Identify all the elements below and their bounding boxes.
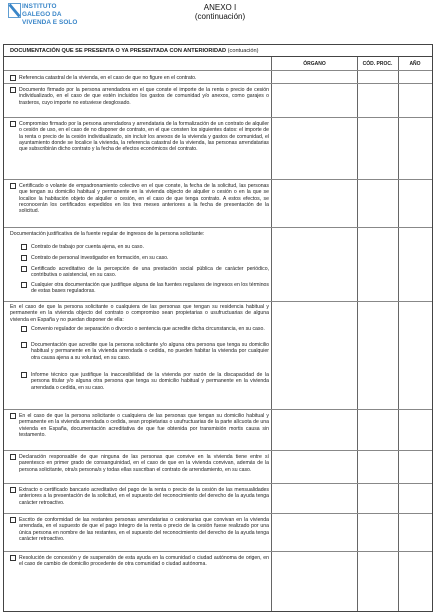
column-header-ano: AÑO: [409, 61, 421, 67]
group-heading: Documentación justificativa de la fuente regular de ingresos de la persona solicitante:: [10, 231, 205, 237]
item-text: Compromiso firmado por la persona arrendadora y arrendataria de la formalización de un contrato de alquiler o cesión de uso, en el caso de no disponer de contrato, en el que consten los siguientes datos: el importe de la renta o precio de la cesión individualizado, sin incluir los anexos de la vivienda y gastos de comunidad, el ayuntamiento donde se localice la vivienda, la referencia catastral de la vivienda, las personas arrendatarias que subscribirán dicho contrato y la fecha de efectos económicos del contrato.: [19, 121, 269, 152]
document-group-fuente-regular: [4, 227, 432, 307]
checkbox-mortis-causa[interactable]: [10, 413, 16, 419]
checkbox-cualquier-otra[interactable]: [21, 282, 27, 288]
document-row: [4, 551, 432, 612]
logo-line: VIVENDA E SOLO: [22, 19, 78, 26]
form-title-text: DOCUMENTACIÓN QUE SE PRESENTA O YA PRESENTADA CON ANTERIORIDAD: [10, 48, 227, 54]
item-text: Referencia catastral de la vivienda, en el caso de que no figure en el contrato.: [19, 75, 197, 81]
item-text: En el caso de que la persona solicitante o cualquiera de las personas que tengan su domicilio habitual y permanente en la vivienda arrendada o cedida, sean propietarias o usufructuarias de la parte alícuota de una vivienda en España, documentación acreditativa de que fue obtenida por transmisión mortis causa sin testamento.: [19, 413, 269, 438]
checkbox-contrato-investigador[interactable]: [21, 255, 27, 261]
checkbox-convenio[interactable]: [21, 326, 27, 332]
form-title-continuation: (contuación): [227, 48, 259, 54]
logo-text: [22, 3, 94, 27]
document-row: [4, 70, 432, 83]
item-text: Cualquier otra documentación que justifique alguna de las fuentes regulares de ingresos en los términos de estas bases reguladoras.: [31, 282, 269, 295]
annex-heading: [160, 3, 280, 21]
group-heading: En el caso de que la persona solicitante o cualquiera de las personas que tengan su residencia habitual y permanente en la vivienda objecto del contrato o compromiso sean propietarias o usufructuarias de alguna vivienda en España y no puedan disponer de ella:: [10, 304, 269, 323]
annex-subtitle: (continuación): [194, 12, 246, 21]
checkbox-certificado-prestacion[interactable]: [21, 266, 27, 272]
checkbox-extracto-bancario[interactable]: [10, 487, 16, 493]
document-row: [4, 83, 432, 117]
document-row: [4, 450, 432, 483]
item-text: Informe técnico que justifique la inaccesibilidad de la vivienda por razón de la discapacidad de la persona titular y/o alguna otra persona que tenga su domicilio habitual y permanente en la vivienda arrendada o cedida, en su caso.: [31, 372, 269, 391]
item-text: Contrato de personal investigador en formación, en su caso.: [31, 255, 169, 261]
checkbox-declaracion-responsable[interactable]: [10, 454, 16, 460]
annex-title: ANEXO I: [203, 3, 237, 12]
document-row: [4, 513, 432, 551]
checkbox-documentacion-acredite[interactable]: [21, 342, 27, 348]
item-text: Convenio regulador de separación o divorcio o sentencia que acredite dicha circunstancia, en su caso.: [31, 326, 265, 332]
logo-line: GALEGO DA: [22, 11, 62, 18]
galicia-flag-icon: [8, 3, 21, 18]
item-text: Declaración responsable de que ninguna de las personas que convive en la vivienda tiene entre sí parentesco en primer grado de consanguinidad, en el caso de que en la vivienda convivan, además de la persona solicitante, otra/s persona/s y todas ellas suscriban el contrato de arrendamiento, en su caso.: [19, 454, 269, 473]
item-text: Resolución de concesión y de suspensión de esta ayuda en la comunidad o ciudad autónoma de origen, en el caso de cambio de domicilio procedente de otra comunidad o ciudad autónoma.: [19, 555, 269, 568]
checkbox-documento-firmado[interactable]: [10, 87, 16, 93]
form-title: [4, 45, 432, 57]
checkbox-resolucion[interactable]: [10, 555, 16, 561]
item-text: Documentación que acredite que la persona solicitante y/o alguna otra persona que tenga su domicilio habitual y permanente en la vivienda arrendada o cedida, no pueden habitar la vivienda por cualquier otra causa ajena a su voluntad, en su caso.: [31, 342, 269, 361]
column-header-organo: ÓRGANO: [303, 61, 326, 67]
checkbox-compromiso[interactable]: [10, 121, 16, 127]
document-row: [4, 409, 432, 450]
institute-logo: [8, 3, 86, 41]
checkbox-contrato-trabajo[interactable]: [21, 244, 27, 250]
checkbox-referencia[interactable]: [10, 75, 16, 81]
logo-line: INSTITUTO: [22, 3, 57, 10]
item-text: Contrato de trabajo por cuenta ajena, en su caso.: [31, 244, 144, 250]
checkbox-escrito-conformidad[interactable]: [10, 517, 16, 523]
checkbox-informe-tecnico[interactable]: [21, 372, 27, 378]
page-header: [0, 0, 439, 40]
document-row: [4, 483, 432, 513]
item-text: Certificado acreditativo de la percepción de una prestación social pública de carácter periódico, contributiva o asistencial, en su caso.: [31, 266, 269, 279]
column-header-cod-proc: CÓD. PROC.: [362, 61, 393, 67]
column-headers: [4, 57, 432, 70]
document-row: [4, 117, 432, 179]
checkbox-certificado-empadronamiento[interactable]: [10, 183, 16, 189]
item-text: Escrito de conformidad de las restantes personas arrendatarias o cesionarias que convivan en la vivienda arrendada, en el supuesto de que el pago íntegro de la renta o precio de la cesión fuese realizado por una única persona en nombre de las restantes, en el supuesto del reconocimiento del derecho de la ayuda tenga carácter retroactivo.: [19, 517, 269, 542]
documentation-form: [3, 44, 433, 612]
item-text: Certificado o volante de empadronamiento colectivo en el que conste, la fecha de la solicitud, las personas que tengan su domicilio habitual y permanente en la vivienda objecto de alquiler o cesión o en la que se localice la habitación objeto de alquiler o cesión, en el caso de que tenga contrato. A estos efectos, se reconocerán los certificados expedidos en los tres meses anteriores a la fecha de presentación de la solicitud.: [19, 183, 269, 214]
item-text: Extracto o certificado bancario acreditativo del pago de la renta o precio de la cesión de las mensualidades anteriores a la presentación de la solicitud, en el supuesto del reconocimiento del derecho de la ayuda tenga carácter retroactivo.: [19, 487, 269, 506]
document-group-no-disponer: [4, 301, 432, 409]
item-text: Documento firmado por la persona arrendadora en el que conste el importe de la renta o precio de cesión individualizado, en el caso de que estén incluidos los gastos de comunidad y/o anexos, como garajes o trasteros, cuyo importe no estuviese desglosado.: [19, 87, 269, 106]
document-row: [4, 179, 432, 227]
